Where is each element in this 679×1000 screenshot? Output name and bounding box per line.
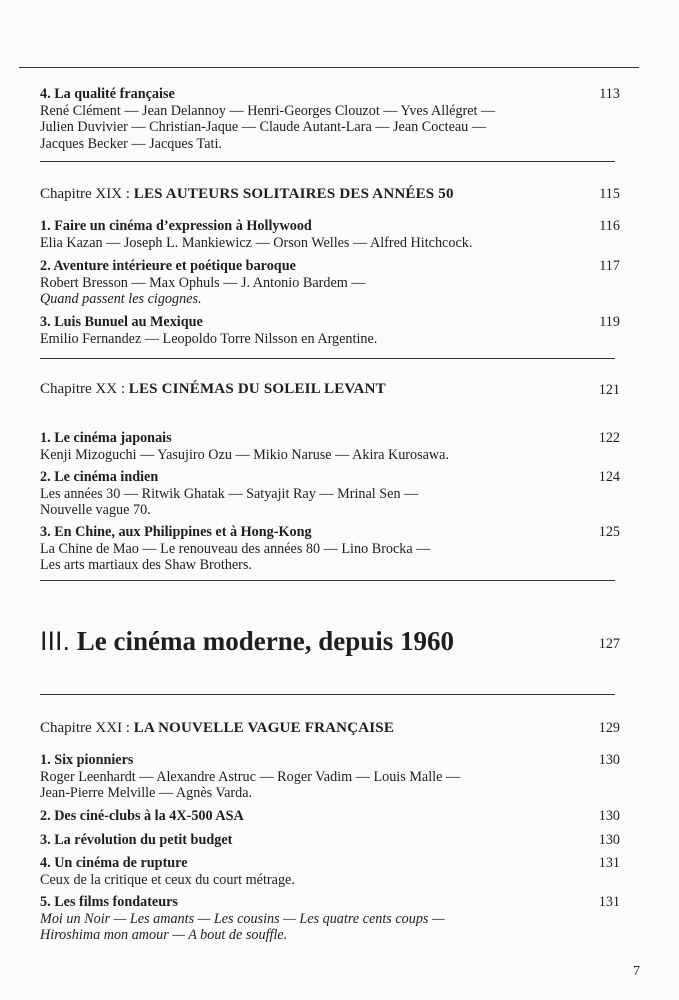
toc-entry bbox=[40, 832, 580, 849]
page-number: 130 bbox=[598, 808, 620, 824]
entry-desc-line: René Clément — Jean Delannoy — Henri-Georges Clouzot — Yves Allégret — bbox=[40, 102, 496, 119]
entry-desc-line: Robert Bresson — Max Ophuls — J. Antonio Bardem — bbox=[40, 274, 366, 291]
entry-title: 3. La révolution du petit budget bbox=[40, 832, 233, 848]
toc-entry bbox=[40, 86, 580, 152]
part-heading bbox=[40, 626, 580, 656]
entry-desc-line: Les arts martiaux des Shaw Brothers. bbox=[40, 557, 252, 573]
page-number: 119 bbox=[599, 314, 620, 330]
chapter-heading bbox=[40, 719, 580, 737]
entry-title: 5. Les films fondateurs bbox=[40, 894, 178, 910]
entry-desc-line: Hiroshima mon amour — A bout de souffle. bbox=[40, 927, 288, 943]
page-number: 127 bbox=[598, 636, 620, 652]
divider bbox=[40, 580, 615, 581]
entry-title: 1. Le cinéma japonais bbox=[40, 430, 172, 446]
entry-title: 2. Des ciné-clubs à la 4X-500 ASA bbox=[40, 808, 244, 824]
divider bbox=[40, 694, 615, 695]
entry-title: 4. Un cinéma de rupture bbox=[40, 855, 188, 871]
entry-desc-line: Emilio Fernandez — Leopoldo Torre Nilsson en Argentine. bbox=[40, 330, 378, 347]
chapter-label: Chapitre XX : bbox=[40, 381, 125, 397]
entry-desc-line: Jean-Pierre Melville — Agnès Varda. bbox=[40, 785, 253, 801]
entry-title: 2. Aventure intérieure et poétique baroque bbox=[40, 258, 296, 274]
page-number: 130 bbox=[598, 752, 620, 768]
entry-title: 4. La qualité française bbox=[40, 86, 175, 102]
page-number: 131 bbox=[598, 894, 620, 910]
entry-desc-line: Julien Duvivier — Christian-Jaque — Claude Autant-Lara — Jean Cocteau — bbox=[40, 119, 487, 135]
page-number: 116 bbox=[599, 218, 620, 234]
toc-entry bbox=[40, 855, 580, 888]
page-number: 130 bbox=[598, 832, 620, 848]
toc-entry bbox=[40, 524, 580, 574]
chapter-label: Chapitre XXI : bbox=[40, 720, 130, 736]
page-number: 129 bbox=[598, 720, 620, 736]
entry-title: 3. Luis Bunuel au Mexique bbox=[40, 314, 203, 330]
toc-entry bbox=[40, 808, 580, 825]
page-number: 113 bbox=[599, 86, 620, 102]
page-number: 117 bbox=[599, 258, 620, 274]
entry-desc-line: La Chine de Mao — Le renouveau des années 80 — Lino Brocka — bbox=[40, 540, 431, 557]
chapter-title: LES CINÉMAS DU SOLEIL LEVANT bbox=[128, 381, 386, 397]
folio-page-number: 7 bbox=[633, 964, 640, 979]
chapter-heading bbox=[40, 380, 580, 398]
divider bbox=[40, 358, 615, 359]
page-number: 122 bbox=[598, 430, 620, 446]
chapter-heading bbox=[40, 185, 580, 203]
entry-title: 1. Six pionniers bbox=[40, 752, 134, 768]
entry-desc-line: Elia Kazan — Joseph L. Mankiewicz — Orson Welles — Alfred Hitchcock. bbox=[40, 234, 473, 251]
entry-desc-line: Quand passent les cigognes. bbox=[40, 291, 202, 307]
toc-entry bbox=[40, 430, 580, 463]
page-number: 124 bbox=[598, 469, 620, 485]
entry-desc-line: Kenji Mizoguchi — Yasujiro Ozu — Mikio Naruse — Akira Kurosawa. bbox=[40, 446, 450, 463]
entry-desc-line: Nouvelle vague 70. bbox=[40, 502, 151, 518]
part-title: Le cinéma moderne, depuis 1960 bbox=[76, 626, 455, 656]
divider bbox=[40, 161, 615, 162]
toc-entry bbox=[40, 752, 580, 802]
page-number: 121 bbox=[598, 382, 620, 398]
page-number: 115 bbox=[599, 186, 620, 202]
chapter-title: LA NOUVELLE VAGUE FRANÇAISE bbox=[133, 720, 395, 736]
chapter-title: LES AUTEURS SOLITAIRES DES ANNÉES 50 bbox=[133, 186, 454, 202]
entry-title: 1. Faire un cinéma d’expression à Hollywood bbox=[40, 218, 312, 234]
chapter-label: Chapitre XIX : bbox=[40, 186, 130, 202]
toc-entry bbox=[40, 258, 580, 308]
part-number: III. bbox=[40, 626, 71, 656]
page-number: 131 bbox=[598, 855, 620, 871]
toc-entry bbox=[40, 314, 580, 347]
divider bbox=[19, 67, 639, 68]
entry-desc-line: Les années 30 — Ritwik Ghatak — Satyajit Ray — Mrinal Sen — bbox=[40, 485, 419, 502]
toc-entry bbox=[40, 469, 580, 519]
entry-title: 2. Le cinéma indien bbox=[40, 469, 159, 485]
entry-desc-line: Roger Leenhardt — Alexandre Astruc — Roger Vadim — Louis Malle — bbox=[40, 768, 461, 785]
entry-title: 3. En Chine, aux Philippines et à Hong-Kong bbox=[40, 524, 312, 540]
page-number: 125 bbox=[598, 524, 620, 540]
entry-desc-line: Jacques Becker — Jacques Tati. bbox=[40, 135, 222, 152]
entry-desc-line: Moi un Noir — Les amants — Les cousins — Les quatre cents coups — bbox=[40, 910, 445, 927]
entry-desc-line: Ceux de la critique et ceux du court métrage. bbox=[40, 871, 295, 888]
toc-entry bbox=[40, 218, 580, 251]
toc-entry bbox=[40, 894, 580, 944]
